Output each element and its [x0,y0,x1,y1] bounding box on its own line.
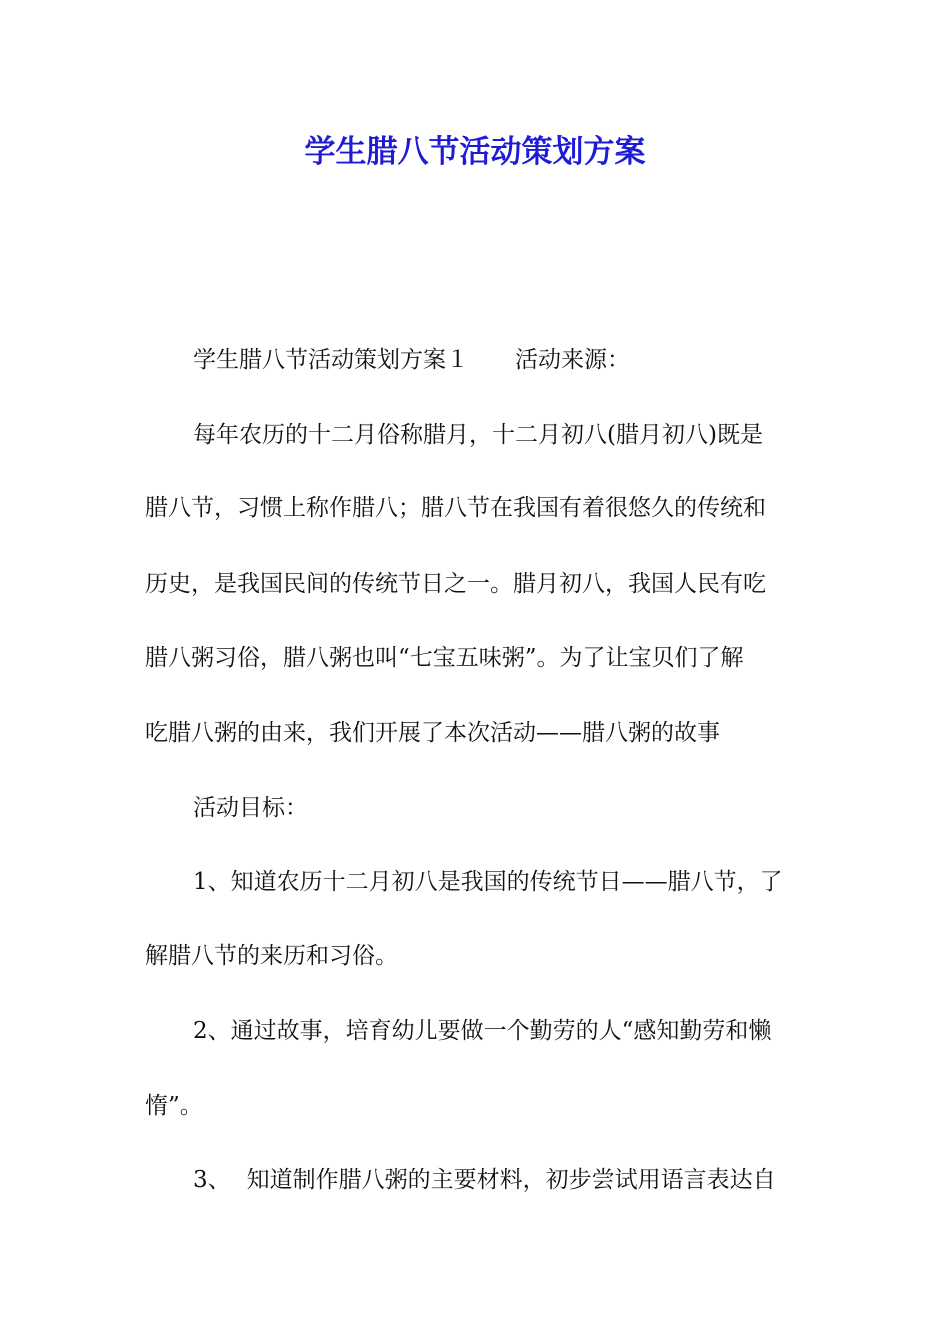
paragraph-line: 吃腊八粥的由来，我们开展了本次活动——腊八粥的故事 [145,720,720,746]
paragraph-line: 腊八粥习俗，腊八粥也叫“七宝五味粥”。为了让宝贝们了解 [145,645,744,671]
goal-item-3-text: 知道制作腊八粥的主要材料，初步尝试用语言表达自 [246,1167,776,1193]
goal-item-1-cont: 解腊八节的来历和习俗。 [145,943,398,969]
paragraph-heading-line [193,340,858,380]
paragraph-line: 每年农历的十二月俗称腊月，十二月初八(腊月初八)既是 [193,422,763,448]
document-title: 学生腊八节活动策划方案 [304,134,646,170]
goal-item-1: 1、知道农历十二月初八是我国的传统节日——腊八节，了 [193,869,783,895]
paragraph-line: 腊八节，习惯上称作腊八；腊八节在我国有着很悠久的传统和 [145,495,766,521]
activity-source-heading: 活动来源： [515,347,630,373]
goal-item-3-number: 3、 [193,1167,231,1193]
paragraph-line: 历史，是我国民间的传统节日之一。腊月初八，我国人民有吃 [145,571,766,597]
goal-item-3 [193,1160,858,1200]
goal-item-2: 2、通过故事，培育幼儿要做一个勤劳的人“感知勤劳和懒 [193,1018,772,1044]
goal-item-2-cont: 惰”。 [145,1093,203,1119]
goals-heading: 活动目标： [193,795,308,821]
plan-heading: 学生腊八节活动策划方案１ [193,347,469,373]
